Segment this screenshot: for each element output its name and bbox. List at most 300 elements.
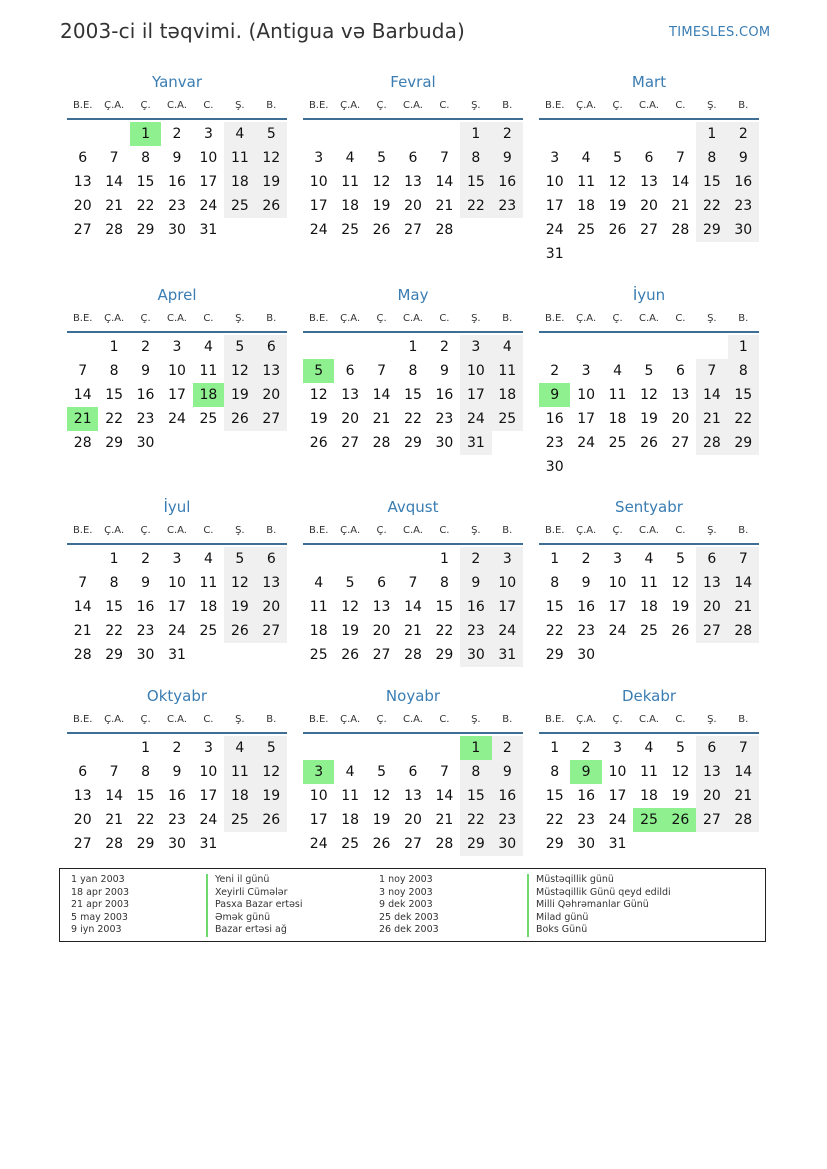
day-cell: 23 bbox=[435, 411, 454, 427]
day-cell: 31 bbox=[545, 246, 564, 262]
day-cell: 12 bbox=[671, 764, 690, 780]
day-cell: 7 bbox=[408, 575, 418, 591]
day-cell: 29 bbox=[105, 647, 124, 663]
day-cell: 12 bbox=[309, 387, 328, 403]
day-cell: 10 bbox=[199, 150, 218, 166]
empty-day-cell bbox=[303, 736, 334, 760]
day-cell: 29 bbox=[136, 836, 155, 852]
week-row bbox=[303, 595, 523, 619]
brand-link[interactable]: TIMESLES.COM bbox=[669, 25, 771, 40]
weekday-header bbox=[303, 519, 523, 545]
legend-date: 1 yan 2003 bbox=[71, 874, 125, 885]
holiday-day-cell: 5 bbox=[303, 359, 334, 383]
day-cell: 23 bbox=[460, 619, 491, 643]
day-cell: 11 bbox=[608, 387, 627, 403]
empty-day-cell bbox=[256, 832, 287, 856]
weekday-label: C.A. bbox=[638, 100, 659, 111]
day-cell: 30 bbox=[728, 218, 759, 242]
day-cell: 25 bbox=[341, 222, 360, 238]
day-cell: 5 bbox=[256, 122, 287, 146]
legend-date: 9 iyn 2003 bbox=[71, 924, 122, 935]
day-cell: 11 bbox=[199, 575, 218, 591]
day-cell: 9 bbox=[141, 575, 151, 591]
day-cell: 2 bbox=[550, 363, 560, 379]
day-cell: 8 bbox=[109, 363, 119, 379]
empty-day-cell bbox=[67, 335, 98, 359]
day-cell: 7 bbox=[728, 736, 759, 760]
day-cell: 18 bbox=[199, 599, 218, 615]
week-row bbox=[303, 383, 523, 407]
day-cell: 24 bbox=[492, 619, 523, 643]
day-cell: 17 bbox=[168, 599, 186, 615]
day-cell: 14 bbox=[73, 387, 92, 403]
day-cell: 1 bbox=[439, 551, 449, 567]
day-cell: 19 bbox=[256, 784, 287, 808]
day-cell: 2 bbox=[581, 551, 591, 567]
day-cell: 22 bbox=[728, 407, 759, 431]
day-cell: 26 bbox=[341, 647, 360, 663]
day-cell: 6 bbox=[408, 764, 418, 780]
day-cell: 18 bbox=[608, 411, 627, 427]
day-cell: 13 bbox=[73, 788, 92, 804]
day-cell: 27 bbox=[256, 619, 287, 643]
weekday-label: B. bbox=[266, 525, 277, 536]
holiday-day-cell: 21 bbox=[67, 407, 98, 431]
weekday-label: C.A. bbox=[402, 313, 423, 324]
day-cell: 30 bbox=[577, 836, 596, 852]
day-cell: 23 bbox=[136, 411, 155, 427]
day-cell: 24 bbox=[168, 411, 186, 427]
empty-day-cell bbox=[602, 122, 633, 146]
day-cell: 25 bbox=[577, 222, 596, 238]
day-cell: 8 bbox=[728, 359, 759, 383]
day-cell: 3 bbox=[550, 150, 560, 166]
weekday-label: Ç.A. bbox=[104, 525, 125, 536]
day-cell: 25 bbox=[199, 411, 218, 427]
day-cell: 5 bbox=[675, 740, 685, 756]
month-grid bbox=[303, 519, 523, 667]
day-cell: 20 bbox=[73, 198, 92, 214]
holiday-legend bbox=[59, 868, 766, 942]
month-name: Dekabr bbox=[621, 687, 677, 705]
weekday-label: Ş. bbox=[707, 100, 717, 111]
empty-day-cell bbox=[665, 455, 696, 479]
day-cell: 26 bbox=[309, 435, 328, 451]
day-cell: 9 bbox=[728, 146, 759, 170]
legend-date: 25 dek 2003 bbox=[379, 911, 439, 923]
day-cell: 28 bbox=[73, 435, 92, 451]
day-cell: 22 bbox=[105, 623, 124, 639]
day-cell: 28 bbox=[435, 836, 454, 852]
day-cell: 19 bbox=[608, 198, 627, 214]
day-cell: 6 bbox=[675, 363, 685, 379]
week-row bbox=[539, 194, 759, 218]
day-cell: 27 bbox=[256, 407, 287, 431]
day-cell: 13 bbox=[73, 174, 92, 190]
day-cell: 27 bbox=[372, 647, 391, 663]
day-cell: 6 bbox=[696, 736, 727, 760]
day-cell: 31 bbox=[199, 222, 218, 238]
legend-holiday-name: Yeni il günü bbox=[206, 874, 303, 887]
week-row bbox=[303, 194, 523, 218]
week-row bbox=[67, 407, 287, 431]
weekday-label: C. bbox=[203, 525, 214, 536]
day-cell: 17 bbox=[168, 387, 186, 403]
week-row bbox=[303, 335, 523, 359]
weekday-label: Ç. bbox=[376, 100, 387, 111]
legend-names-left bbox=[206, 874, 303, 937]
legend-date: 5 may 2003 bbox=[71, 911, 128, 923]
day-cell: 1 bbox=[141, 740, 151, 756]
day-cell: 9 bbox=[460, 571, 491, 595]
week-row bbox=[539, 571, 759, 595]
empty-day-cell bbox=[665, 122, 696, 146]
day-cell: 17 bbox=[309, 198, 328, 214]
day-cell: 10 bbox=[577, 387, 596, 403]
day-cell: 31 bbox=[492, 643, 523, 667]
day-cell: 21 bbox=[404, 623, 422, 639]
weekday-label: Ş. bbox=[707, 525, 717, 536]
weekday-label: B. bbox=[738, 714, 749, 725]
day-cell: 8 bbox=[408, 363, 418, 379]
empty-day-cell bbox=[161, 431, 192, 455]
weekday-label: Ş. bbox=[235, 313, 245, 324]
weekday-label: B. bbox=[502, 100, 513, 111]
week-row bbox=[67, 170, 287, 194]
day-cell: 8 bbox=[460, 760, 491, 784]
day-cell: 17 bbox=[460, 383, 491, 407]
day-cell: 3 bbox=[203, 740, 213, 756]
week-row bbox=[67, 784, 287, 808]
day-cell: 30 bbox=[136, 435, 155, 451]
day-cell: 1 bbox=[460, 122, 491, 146]
day-cell: 2 bbox=[141, 551, 151, 567]
week-row bbox=[539, 383, 759, 407]
week-row bbox=[539, 619, 759, 643]
day-cell: 3 bbox=[613, 551, 623, 567]
empty-day-cell bbox=[492, 218, 523, 242]
week-row bbox=[303, 736, 523, 760]
week-row bbox=[67, 194, 287, 218]
day-cell: 18 bbox=[341, 198, 360, 214]
day-cell: 23 bbox=[136, 623, 155, 639]
day-cell: 26 bbox=[372, 222, 391, 238]
day-cell: 17 bbox=[492, 595, 523, 619]
empty-day-cell bbox=[366, 335, 397, 359]
month-grid bbox=[67, 94, 287, 242]
day-cell: 4 bbox=[644, 551, 654, 567]
week-row bbox=[67, 431, 287, 455]
empty-day-cell bbox=[397, 736, 428, 760]
legend-holiday-name: Boks Günü bbox=[527, 924, 671, 937]
day-cell: 31 bbox=[168, 647, 186, 663]
month-name: May bbox=[397, 286, 429, 304]
empty-day-cell bbox=[303, 122, 334, 146]
day-cell: 7 bbox=[439, 764, 449, 780]
weekday-label: C.A. bbox=[638, 525, 659, 536]
day-cell: 10 bbox=[309, 788, 328, 804]
day-cell: 6 bbox=[644, 150, 654, 166]
empty-day-cell bbox=[492, 431, 523, 455]
empty-day-cell bbox=[633, 122, 664, 146]
day-cell: 2 bbox=[439, 339, 449, 355]
day-cell: 17 bbox=[608, 599, 627, 615]
empty-day-cell bbox=[696, 335, 727, 359]
weekday-label: Ç. bbox=[376, 313, 387, 324]
weekday-label: Ç.A. bbox=[104, 714, 125, 725]
empty-day-cell bbox=[728, 832, 759, 856]
weekday-label: C.A. bbox=[166, 100, 187, 111]
day-cell: 9 bbox=[172, 150, 182, 166]
day-cell: 8 bbox=[109, 575, 119, 591]
day-cell: 4 bbox=[314, 575, 324, 591]
day-cell: 13 bbox=[341, 387, 360, 403]
legend-holiday-name: Müstəqillik Günü qeyd edildi bbox=[527, 887, 671, 900]
empty-day-cell bbox=[366, 736, 397, 760]
day-cell: 11 bbox=[341, 174, 360, 190]
day-cell: 28 bbox=[73, 647, 92, 663]
day-cell: 24 bbox=[545, 222, 564, 238]
day-cell: 10 bbox=[168, 575, 186, 591]
day-cell: 12 bbox=[372, 788, 391, 804]
day-cell: 26 bbox=[224, 619, 255, 643]
day-cell: 16 bbox=[136, 599, 155, 615]
day-cell: 1 bbox=[550, 740, 560, 756]
day-cell: 24 bbox=[460, 407, 491, 431]
legend-holiday-name: Pasxa Bazar ertəsi bbox=[206, 899, 303, 912]
weekday-label: Ç. bbox=[140, 525, 151, 536]
weekday-label: C. bbox=[439, 100, 450, 111]
month-grid bbox=[303, 307, 523, 455]
day-cell: 2 bbox=[492, 736, 523, 760]
day-cell: 10 bbox=[460, 359, 491, 383]
weekday-label: B.E. bbox=[72, 714, 93, 725]
day-cell: 11 bbox=[640, 575, 658, 591]
empty-day-cell bbox=[602, 335, 633, 359]
weekday-label: Ş. bbox=[471, 525, 481, 536]
day-cell: 17 bbox=[608, 788, 627, 804]
week-row bbox=[67, 736, 287, 760]
day-cell: 8 bbox=[460, 146, 491, 170]
day-cell: 28 bbox=[728, 808, 759, 832]
weekday-label: B. bbox=[738, 313, 749, 324]
week-row bbox=[67, 808, 287, 832]
day-cell: 11 bbox=[224, 760, 255, 784]
day-cell: 14 bbox=[105, 174, 124, 190]
empty-day-cell bbox=[633, 455, 664, 479]
day-cell: 15 bbox=[696, 170, 727, 194]
empty-day-cell bbox=[256, 218, 287, 242]
day-cell: 12 bbox=[608, 174, 627, 190]
day-cell: 13 bbox=[372, 599, 391, 615]
day-cell: 8 bbox=[550, 764, 560, 780]
weekday-label: Ç.A. bbox=[340, 525, 361, 536]
weekday-label: Ç. bbox=[140, 714, 151, 725]
day-cell: 12 bbox=[224, 571, 255, 595]
day-cell: 15 bbox=[105, 599, 124, 615]
day-cell: 4 bbox=[613, 363, 623, 379]
weekday-label: B.E. bbox=[72, 525, 93, 536]
legend-date: 1 noy 2003 bbox=[379, 874, 433, 885]
day-cell: 22 bbox=[105, 411, 124, 427]
day-cell: 28 bbox=[105, 836, 124, 852]
day-cell: 4 bbox=[224, 736, 255, 760]
day-cell: 11 bbox=[199, 363, 218, 379]
day-cell: 27 bbox=[341, 435, 360, 451]
day-cell: 3 bbox=[492, 547, 523, 571]
day-cell: 7 bbox=[78, 363, 88, 379]
day-cell: 15 bbox=[460, 170, 491, 194]
day-cell: 5 bbox=[256, 736, 287, 760]
weekday-label: Ç.A. bbox=[576, 313, 597, 324]
day-cell: 19 bbox=[372, 812, 391, 828]
day-cell: 30 bbox=[460, 643, 491, 667]
day-cell: 16 bbox=[460, 595, 491, 619]
day-cell: 25 bbox=[640, 623, 658, 639]
weekday-label: B. bbox=[502, 525, 513, 536]
holiday-day-cell: 1 bbox=[130, 122, 161, 146]
day-cell: 1 bbox=[550, 551, 560, 567]
day-cell: 8 bbox=[141, 150, 151, 166]
day-cell: 27 bbox=[73, 222, 92, 238]
day-cell: 22 bbox=[404, 411, 422, 427]
weekday-label: Ş. bbox=[235, 714, 245, 725]
day-cell: 2 bbox=[141, 339, 151, 355]
empty-day-cell bbox=[397, 122, 428, 146]
weekday-label: B.E. bbox=[544, 313, 565, 324]
empty-day-cell bbox=[193, 431, 224, 455]
weekday-label: B.E. bbox=[308, 525, 329, 536]
day-cell: 26 bbox=[256, 194, 287, 218]
week-row bbox=[539, 760, 759, 784]
legend-dates-left bbox=[71, 874, 129, 937]
week-row bbox=[67, 218, 287, 242]
day-cell: 28 bbox=[404, 647, 422, 663]
holiday-day-cell: 9 bbox=[539, 383, 570, 407]
day-cell: 3 bbox=[203, 126, 213, 142]
week-row bbox=[539, 122, 759, 146]
day-cell: 10 bbox=[168, 363, 186, 379]
day-cell: 14 bbox=[671, 174, 690, 190]
day-cell: 16 bbox=[168, 174, 186, 190]
weekday-label: B. bbox=[738, 525, 749, 536]
weekday-label: C.A. bbox=[638, 714, 659, 725]
empty-day-cell bbox=[67, 122, 98, 146]
day-cell: 19 bbox=[671, 599, 690, 615]
day-cell: 2 bbox=[460, 547, 491, 571]
empty-day-cell bbox=[256, 643, 287, 667]
day-cell: 30 bbox=[435, 435, 454, 451]
weekday-label: B.E. bbox=[544, 714, 565, 725]
day-cell: 21 bbox=[728, 595, 759, 619]
weekday-label: Ş. bbox=[235, 525, 245, 536]
weekday-header bbox=[67, 307, 287, 333]
day-cell: 6 bbox=[696, 547, 727, 571]
weekday-label: C. bbox=[203, 313, 214, 324]
day-cell: 13 bbox=[696, 760, 727, 784]
day-cell: 14 bbox=[435, 788, 454, 804]
day-cell: 20 bbox=[696, 595, 727, 619]
day-cell: 6 bbox=[78, 150, 88, 166]
day-cell: 25 bbox=[224, 194, 255, 218]
empty-day-cell bbox=[429, 122, 460, 146]
day-cell: 13 bbox=[640, 174, 658, 190]
month-grid bbox=[67, 519, 287, 667]
empty-day-cell bbox=[98, 736, 129, 760]
day-cell: 13 bbox=[256, 571, 287, 595]
weekday-label: B.E. bbox=[308, 313, 329, 324]
month-name: Aprel bbox=[157, 286, 197, 304]
day-cell: 25 bbox=[492, 407, 523, 431]
month-name: İyul bbox=[163, 498, 191, 516]
empty-day-cell bbox=[665, 242, 696, 266]
day-cell: 2 bbox=[492, 122, 523, 146]
week-row bbox=[67, 619, 287, 643]
week-row bbox=[539, 808, 759, 832]
weekday-label: C. bbox=[203, 100, 214, 111]
day-cell: 28 bbox=[696, 431, 727, 455]
day-cell: 9 bbox=[141, 363, 151, 379]
empty-day-cell bbox=[67, 736, 98, 760]
holiday-day-cell: 1 bbox=[460, 736, 491, 760]
week-row bbox=[303, 146, 523, 170]
weekday-label: Ç.A. bbox=[576, 100, 597, 111]
day-cell: 20 bbox=[372, 623, 391, 639]
day-cell: 24 bbox=[199, 812, 218, 828]
weekday-label: Ç.A. bbox=[104, 100, 125, 111]
day-cell: 11 bbox=[224, 146, 255, 170]
day-cell: 2 bbox=[581, 740, 591, 756]
day-cell: 12 bbox=[224, 359, 255, 383]
weekday-header bbox=[303, 94, 523, 120]
legend-date: 18 apr 2003 bbox=[71, 886, 130, 898]
weekday-label: Ç. bbox=[612, 714, 623, 725]
holiday-day-cell: 18 bbox=[193, 383, 224, 407]
day-cell: 24 bbox=[577, 435, 596, 451]
day-cell: 16 bbox=[577, 788, 596, 804]
day-cell: 15 bbox=[136, 174, 155, 190]
empty-day-cell bbox=[696, 455, 727, 479]
day-cell: 14 bbox=[105, 788, 124, 804]
day-cell: 27 bbox=[696, 808, 727, 832]
day-cell: 4 bbox=[203, 339, 213, 355]
day-cell: 21 bbox=[696, 407, 727, 431]
day-cell: 7 bbox=[109, 150, 119, 166]
day-cell: 9 bbox=[439, 363, 449, 379]
day-cell: 10 bbox=[309, 174, 328, 190]
day-cell: 25 bbox=[309, 647, 328, 663]
weekday-label: Ç. bbox=[140, 313, 151, 324]
legend-names-right bbox=[527, 874, 671, 937]
day-cell: 29 bbox=[728, 431, 759, 455]
weekday-header bbox=[303, 708, 523, 734]
weekday-label: B. bbox=[738, 100, 749, 111]
week-row bbox=[539, 736, 759, 760]
day-cell: 26 bbox=[224, 407, 255, 431]
day-cell: 10 bbox=[199, 764, 218, 780]
day-cell: 10 bbox=[545, 174, 564, 190]
day-cell: 30 bbox=[545, 459, 564, 475]
empty-day-cell bbox=[224, 643, 255, 667]
day-cell: 16 bbox=[168, 788, 186, 804]
empty-day-cell bbox=[665, 832, 696, 856]
day-cell: 23 bbox=[577, 623, 596, 639]
empty-day-cell bbox=[303, 335, 334, 359]
day-cell: 6 bbox=[408, 150, 418, 166]
week-row bbox=[539, 335, 759, 359]
holiday-day-cell: 26 bbox=[665, 808, 696, 832]
day-cell: 9 bbox=[581, 575, 591, 591]
